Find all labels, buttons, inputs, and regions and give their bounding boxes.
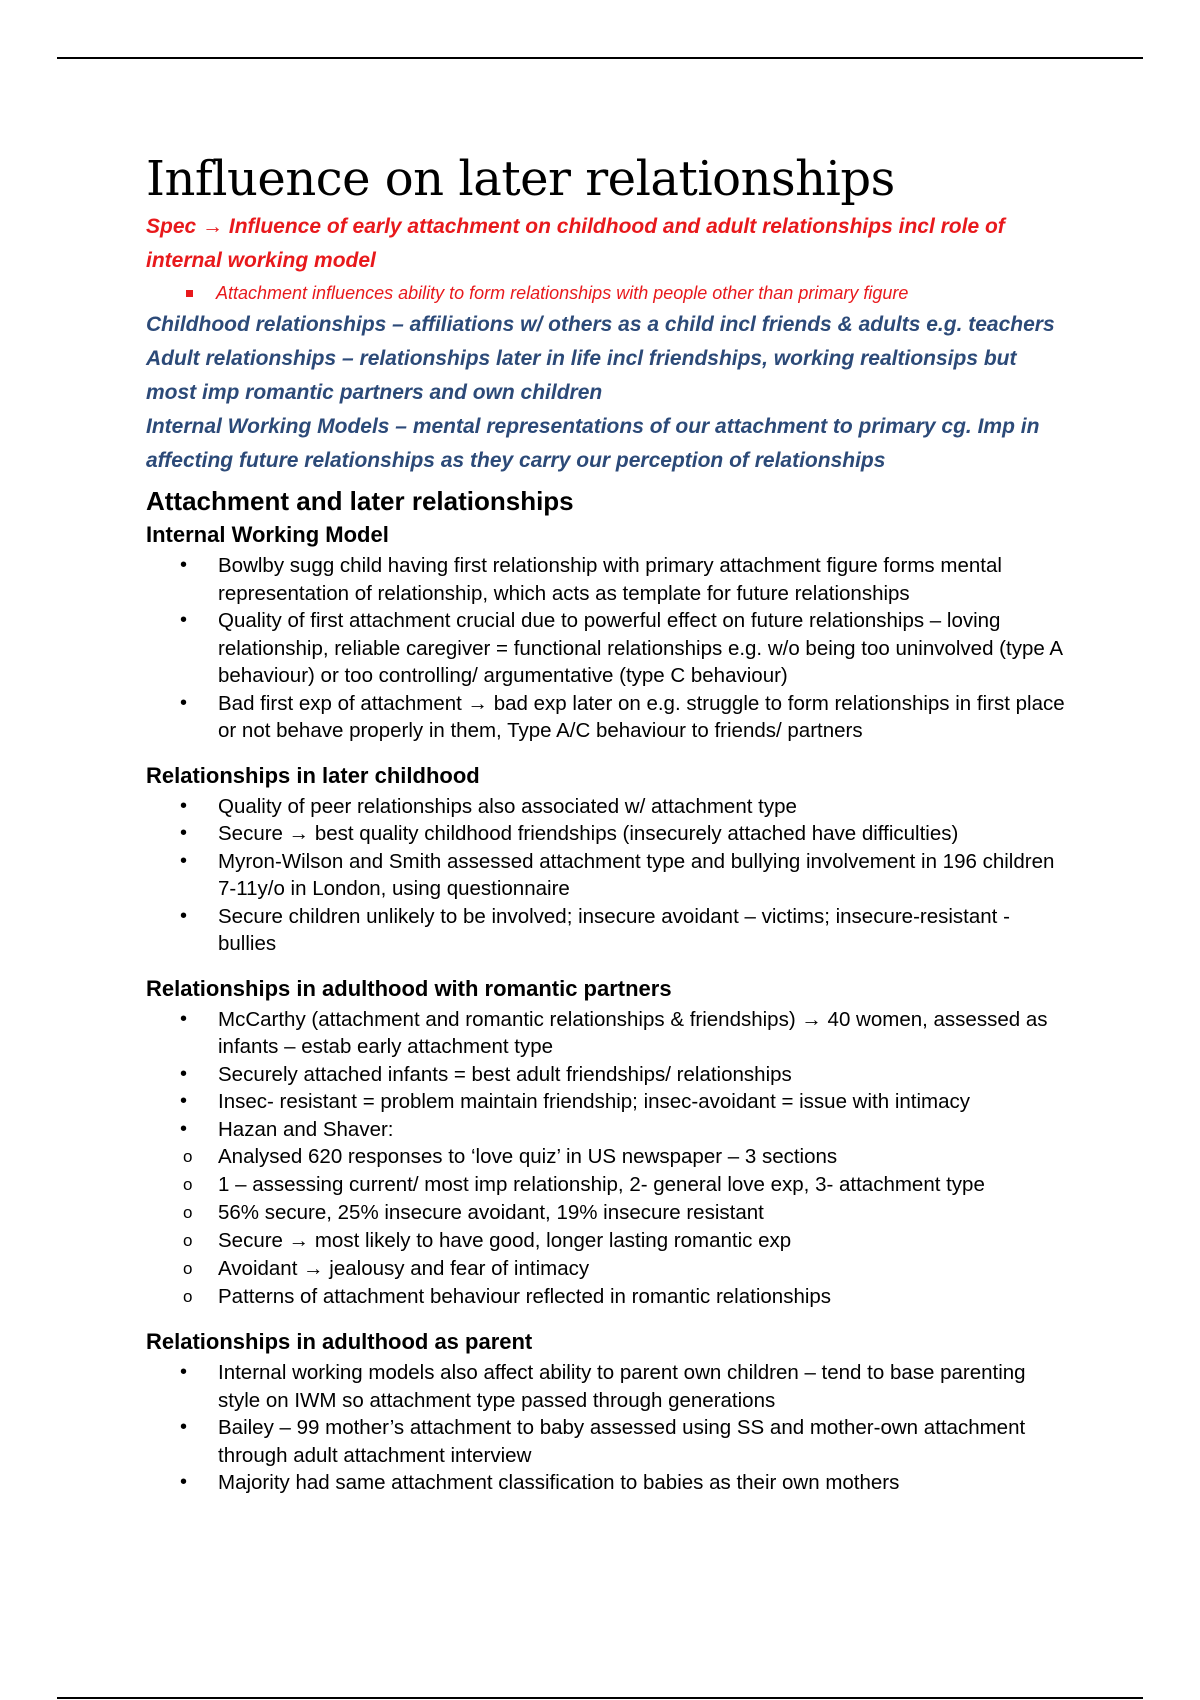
sub-bullet-list-hazan-shaver [146, 1143, 1066, 1311]
list-item: • Secure → best quality childhood friendships (insecurely attached have difficulties) [218, 820, 1066, 848]
spec-sub-point [146, 278, 1066, 308]
definitions [146, 308, 1066, 478]
list-item: • McCarthy (attachment and romantic relationships & friendships) → 40 women, assessed as infants – estab early attachment type [218, 1006, 1066, 1061]
section-heading-parent: Relationships in adulthood as parent [146, 1329, 533, 1354]
sub-list-item: o 1 – assessing current/ most imp relationship, 2- general love exp, 3- attachment type [218, 1171, 1066, 1199]
list-item: • Bowlby sugg child having first relationship with primary attachment figure forms mental representation of relationship, which acts as template for future relationships [218, 552, 1066, 607]
spec-statement: Spec → Influence of early attachment on childhood and adult relationships incl role of internal working model [146, 215, 1005, 272]
sub-list-wrapper [146, 1143, 1066, 1311]
section-main-heading: Attachment and later relationships [146, 486, 574, 516]
list-item: • Quality of first attachment crucial due to powerful effect on future relationships – loving relationship, reliable caregiver = functional relationships e.g. w/o being too uninvolved (type A behaviour) or too controlling/ argumentative (type C behaviour) [218, 607, 1066, 690]
definition-adult: Adult relationships – relationships later in life incl friendships, working realtionsips but most imp romantic partners and own children [146, 347, 1017, 404]
list-item: • Quality of peer relationships also associated w/ attachment type [218, 793, 1066, 821]
bullet-list-parent [146, 1359, 1066, 1497]
list-item: • Securely attached infants = best adult friendships/ relationships [218, 1061, 1066, 1089]
sub-list-item: o 56% secure, 25% insecure avoidant, 19% insecure resistant [218, 1199, 1066, 1227]
list-item: • Insec- resistant = problem maintain friendship; insec-avoidant = issue with intimacy [218, 1088, 1066, 1116]
sub-list-item: o Analysed 620 responses to ‘love quiz’ in US newspaper – 3 sections [218, 1143, 1066, 1171]
section-heading-iwm: Internal Working Model [146, 522, 389, 547]
list-item: • Secure children unlikely to be involved; insecure avoidant – victims; insecure-resistant -bullies [218, 903, 1066, 958]
definition-childhood: Childhood relationships – affiliations w/ others as a child incl friends & adults e.g. teachers [146, 313, 1055, 336]
top-rule [57, 57, 1143, 59]
section-heading-romantic: Relationships in adulthood with romantic partners [146, 975, 672, 1001]
definition-iwm: Internal Working Models – mental representations of our attachment to primary cg. Imp in affecting future relationships as they carry our perception of relationships [146, 415, 1040, 472]
bullet-list-later-childhood [146, 793, 1066, 958]
bottom-rule [57, 1697, 1143, 1699]
list-item: • Hazan and Shaver: [218, 1116, 1066, 1144]
list-item: • Majority had same attachment classification to babies as their own mothers [218, 1469, 1066, 1497]
spec-sub-text: Attachment influences ability to form relationships with people other than primary figure [216, 283, 909, 303]
sub-list-item: o Patterns of attachment behaviour reflected in romantic relationships [218, 1283, 1066, 1311]
page-title: Influence on later relationships [146, 151, 895, 207]
list-item: • Bad first exp of attachment → bad exp later on e.g. struggle to form relationships in first place or not behave properly in them, Type A/C behaviour to friends/ partners [218, 690, 1066, 745]
list-item: • Myron-Wilson and Smith assessed attachment type and bullying involvement in 196 children 7-11y/o in London, using questionnaire [218, 848, 1066, 903]
bullet-list-romantic [146, 1006, 1066, 1144]
document-body [146, 148, 1066, 1497]
list-item: • Bailey – 99 mother’s attachment to baby assessed using SS and mother-own attachment through adult attachment interview [218, 1414, 1066, 1469]
section-heading-later-childhood: Relationships in later childhood [146, 762, 480, 788]
sub-list-item: o Secure → most likely to have good, longer lasting romantic exp [218, 1227, 1066, 1255]
sub-list-item: o Avoidant → jealousy and fear of intimacy [218, 1255, 1066, 1283]
bullet-list-iwm [146, 552, 1066, 745]
list-item: • Internal working models also affect ability to parent own children – tend to base parenting style on IWM so attachment type passed through generations [218, 1359, 1066, 1414]
square-bullet-icon [186, 290, 193, 297]
